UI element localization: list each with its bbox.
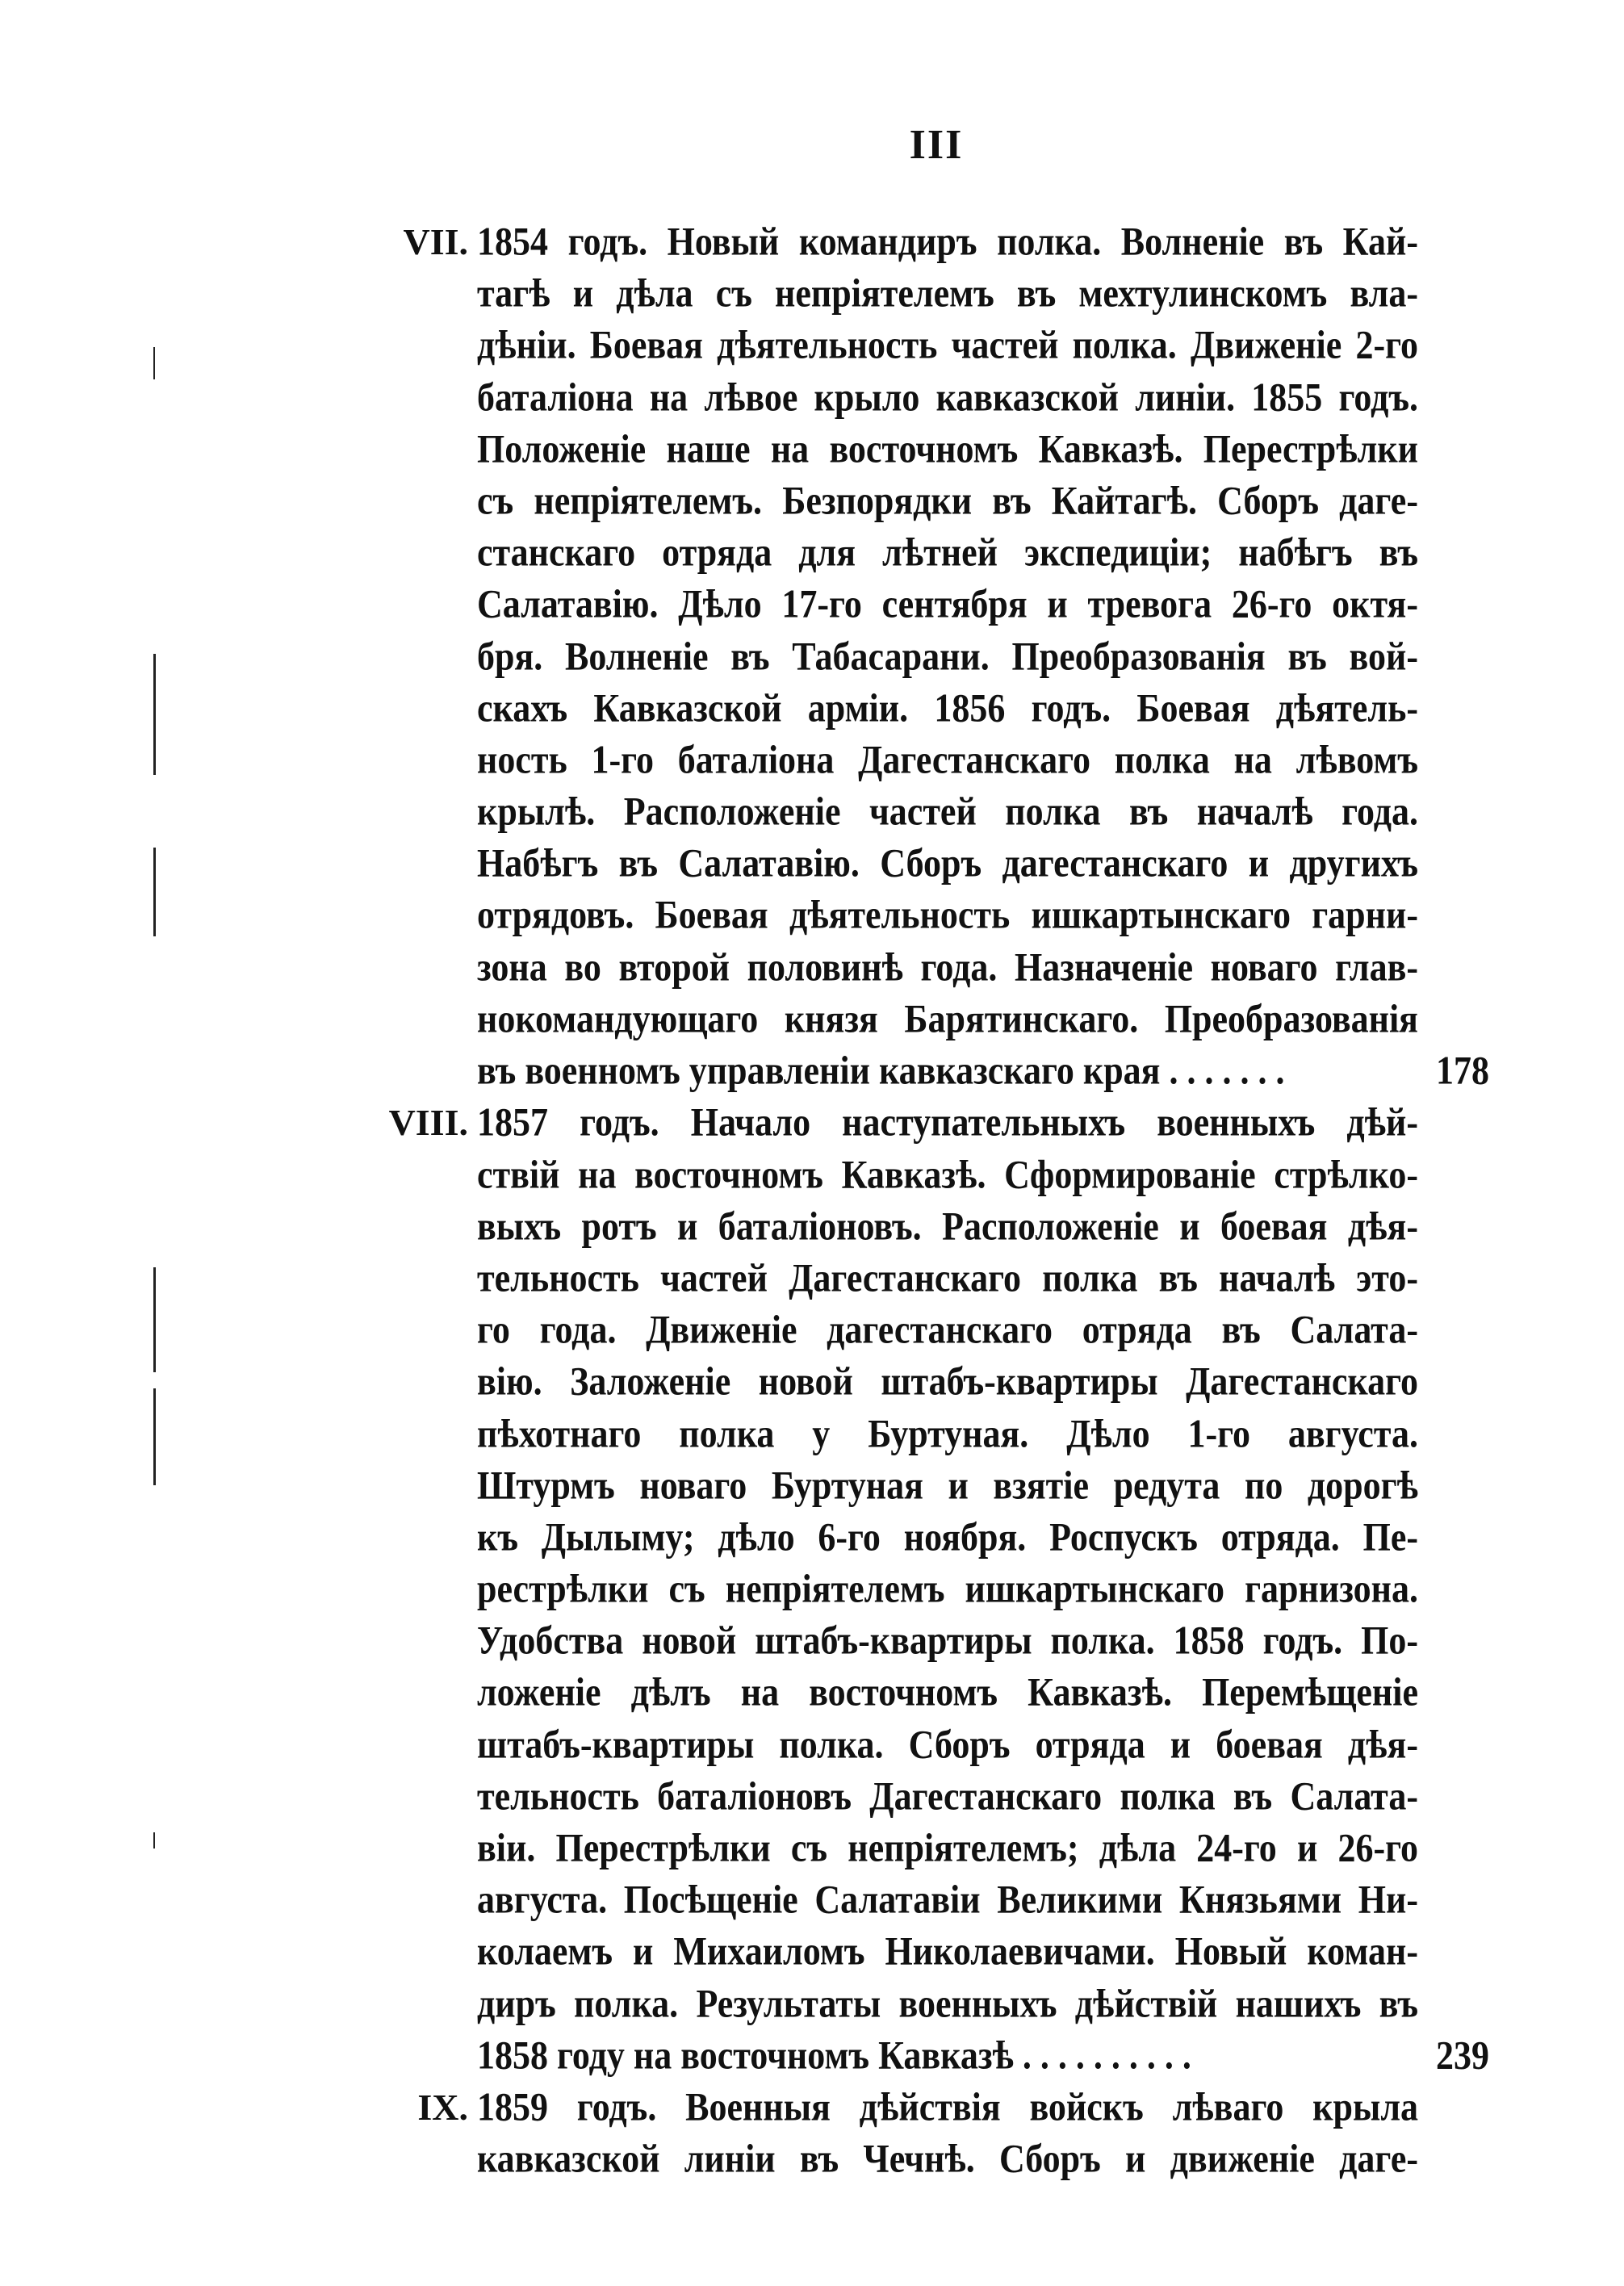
page-reference: 239: [1436, 2033, 1489, 2078]
page-reference: 178: [1436, 1049, 1489, 1094]
chapter-summary: [477, 216, 1418, 1097]
summary-line: го года. Движеніе дагестанскаго отряда въ Салата-: [477, 1308, 1418, 1353]
summary-line: 1858 году на восточномъ Кавказѣ . . . . . . . . . .: [477, 2033, 1191, 2078]
summary-line: пѣхотнаго полка у Буртуная. Дѣло 1-го августа.: [477, 1411, 1418, 1456]
summary-line: тагѣ и дѣла съ непріятелемъ въ мехтулинскомъ вла-: [477, 271, 1418, 316]
summary-line: ность 1-го баталіона Дагестанскаго полка на лѣвомъ: [477, 737, 1418, 782]
scan-mark: [153, 347, 155, 379]
summary-line: дѣніи. Боевая дѣятельность частей полка. Движеніе 2-го: [477, 323, 1418, 368]
summary-line: Набѣгъ въ Салатавію. Сборъ дагестанскаго и другихъ: [477, 841, 1418, 886]
summary-line: Положеніе наше на восточномъ Кавказѣ. Перестрѣлки: [477, 426, 1418, 471]
summary-line: тельность частей Дагестанскаго полка въ началѣ это-: [477, 1255, 1418, 1300]
summary-line: 1859 годъ. Военныя дѣйствія войскъ лѣваго крыла: [477, 2085, 1418, 2130]
summary-line: Салатавію. Дѣло 17-го сентября и тревога 26-го октя-: [477, 582, 1418, 627]
summary-line: ствій на восточномъ Кавказѣ. Сформированіе стрѣлко-: [477, 1152, 1418, 1197]
summary-line: тельность баталіоновъ Дагестанскаго полка въ Салата-: [477, 1773, 1418, 1819]
summary-line: августа. Посѣщеніе Салатавіи Великими Князьями Ни-: [477, 1878, 1418, 1923]
chapter-numeral: IX.: [417, 2087, 468, 2129]
summary-line: Удобства новой штабъ-квартиры полка. 1858 годъ. По-: [477, 1618, 1418, 1664]
summary-line: къ Дылыму; дѣло 6-го ноября. Роспускъ отряда. Пе-: [477, 1514, 1418, 1560]
scan-mark: [153, 1267, 156, 1372]
summary-line: скахъ Кавказской арміи. 1856 годъ. Боевая дѣятель-: [477, 685, 1418, 731]
summary-line: въ военномъ управленіи кавказскаго края . . . . . . .: [477, 1048, 1285, 1093]
summary-line: вію. Заложеніе новой штабъ-квартиры Дагестанскаго: [477, 1359, 1418, 1405]
summary-line: станскаго отряда для лѣтней экспедиціи; набѣгъ въ: [477, 530, 1418, 575]
summary-line: кавказской линіи въ Чечнѣ. Сборъ и движеніе даге-: [477, 2137, 1418, 2182]
summary-line: отрядовъ. Боевая дѣятельность ишкартынскаго гарни-: [477, 893, 1418, 938]
summary-line: крылѣ. Расположеніе частей полка въ началѣ года.: [477, 789, 1418, 834]
summary-line: ложеніе дѣлъ на восточномъ Кавказѣ. Перемѣщеніе: [477, 1670, 1418, 1715]
chapter-numeral: VII.: [403, 221, 468, 262]
scan-mark: [153, 654, 156, 775]
scan-mark: [153, 848, 156, 936]
summary-line: колаемъ и Михаиломъ Николаевичами. Новый коман-: [477, 1929, 1418, 1974]
summary-line: бря. Волненіе въ Табасарани. Преобразованія въ вой-: [477, 634, 1418, 679]
scan-mark: [153, 1832, 155, 1848]
summary-line: штабъ-квартиры полка. Сборъ отряда и боевая дѣя-: [477, 1722, 1418, 1767]
summary-line: рестрѣлки съ непріятелемъ ишкартынскаго гарнизона.: [477, 1567, 1418, 1611]
chapter-summary: [477, 1097, 1418, 2082]
summary-line: 1857 годъ. Начало наступательныхъ военныхъ дѣй-: [477, 1100, 1418, 1145]
scan-mark: [153, 1388, 156, 1485]
summary-line: баталіона на лѣвое крыло кавказской линіи. 1855 годъ.: [477, 375, 1418, 420]
summary-line: съ непріятелемъ. Безпорядки въ Кайтагѣ. Сборъ даге-: [477, 478, 1418, 523]
summary-line: Штурмъ новаго Буртуная и взятіе редута по дорогѣ: [477, 1463, 1418, 1508]
chapter-numeral: VIII.: [388, 1102, 468, 1144]
summary-line: диръ полка. Результаты военныхъ дѣйствій нашихъ въ: [477, 1981, 1418, 2026]
summary-line: выхъ ротъ и баталіоновъ. Расположеніе и боевая дѣя-: [477, 1204, 1418, 1249]
chapter-summary: [477, 2082, 1418, 2185]
page-number: III: [909, 122, 964, 168]
summary-line: зона во второй половинѣ года. Назначеніе новаго глав-: [477, 944, 1418, 990]
summary-line: віи. Перестрѣлки съ непріятелемъ; дѣла 24-го и 26-го: [477, 1826, 1418, 1870]
summary-line: 1854 годъ. Новый командиръ полка. Волненіе въ Кай-: [477, 219, 1418, 264]
summary-line: нокомандующаго князя Барятинскаго. Преобразованія: [477, 996, 1418, 1041]
